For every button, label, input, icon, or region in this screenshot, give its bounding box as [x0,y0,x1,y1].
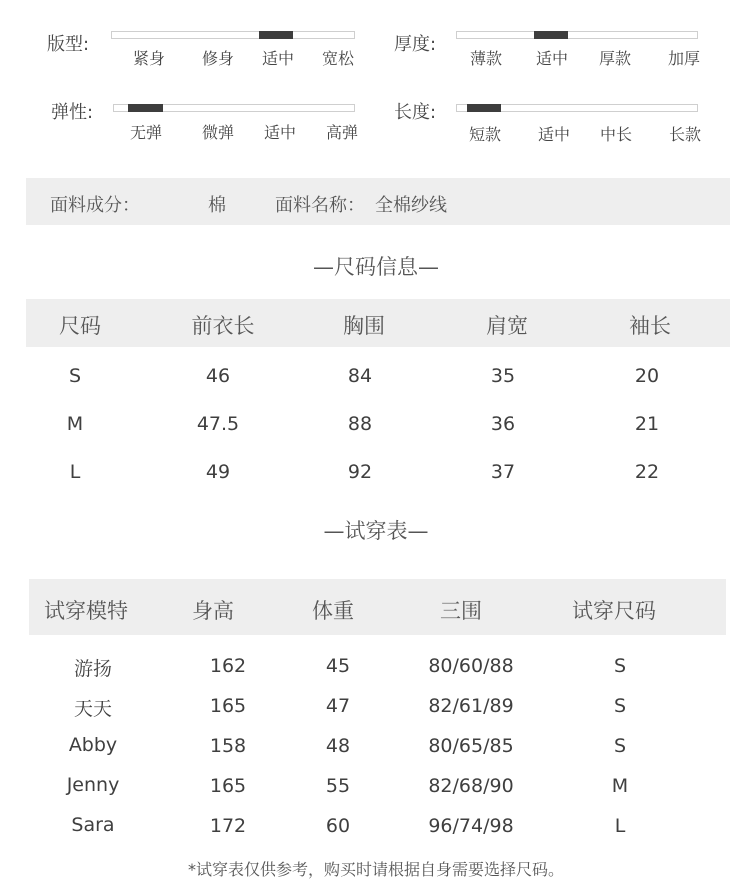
tryon-table-cell: 80/60/88 [428,655,514,677]
tryon-table-cell: 82/61/89 [428,695,514,717]
scale-option: 适中 [261,49,295,68]
scale-option: 高弹 [325,123,359,142]
scale-option: 紧身 [132,49,166,68]
size-table-cell: 88 [347,413,373,435]
size-table-cell: 21 [634,413,660,435]
scale-option: 加厚 [667,49,701,68]
size-table-header-cell: 尺码 [59,314,101,338]
scale-marker [534,31,568,39]
tryon-table-cell: 55 [325,775,351,797]
size-table-cell: M [66,413,84,435]
scale-label: 长度: [394,102,437,123]
scale-track [456,31,698,39]
scale-fit [0,0,376,90]
size-section-title: —尺码信息— [313,255,439,279]
tryon-table-cell: 48 [325,735,351,757]
tryon-table-cell: Jenny [66,774,120,796]
size-table-header-cell: 肩宽 [486,314,528,338]
tryon-section-title: —试穿表— [323,519,429,543]
scale-thickness [376,0,752,90]
fabric-info-bar [26,178,730,225]
scale-option: 薄款 [469,49,503,68]
scale-label: 弹性: [51,102,94,123]
scale-option: 微弹 [201,123,235,142]
size-table-cell: 35 [490,365,516,387]
tryon-table-cell: S [613,655,627,677]
tryon-table-cell: 80/65/85 [428,735,514,757]
scale-option: 无弹 [129,123,163,142]
tryon-table-cell: 游扬 [73,658,113,680]
size-table-cell: 46 [205,365,231,387]
tryon-table-cell: 158 [209,735,247,757]
size-table-header-cell: 胸围 [343,314,385,338]
scale-marker [259,31,293,39]
tryon-table-cell: 165 [209,775,247,797]
tryon-table-header-cell: 身高 [192,599,234,623]
tryon-table-cell: 172 [209,815,247,837]
size-table-cell: 37 [490,461,516,483]
scale-option: 适中 [263,123,297,142]
footnote: *试穿表仅供参考，购买时请根据自身需要选择尺码。 [187,860,564,879]
scale-label: 厚度: [394,34,437,55]
scale-track [113,104,355,112]
tryon-table-cell: 165 [209,695,247,717]
tryon-table-cell: 96/74/98 [428,815,514,837]
scale-option: 适中 [535,49,569,68]
fabric-name-value: 全棉纱线 [375,195,447,216]
tryon-table-cell: Abby [68,734,118,756]
scale-option: 宽松 [321,49,355,68]
tryon-table-cell: S [613,735,627,757]
tryon-table-cell: Sara [71,814,115,836]
scale-option: 适中 [537,125,571,144]
tryon-table-cell: 82/68/90 [428,775,514,797]
size-table-cell: 84 [347,365,373,387]
scale-track [111,31,355,39]
scale-track [456,104,698,112]
scale-marker [128,104,163,112]
size-table-cell: 36 [490,413,516,435]
tryon-table-cell: 47 [325,695,351,717]
tryon-table-cell: 天天 [73,698,113,720]
tryon-table-cell: S [613,695,627,717]
scale-option: 修身 [201,49,235,68]
size-table-cell: 49 [205,461,231,483]
size-table-cell: 47.5 [196,413,240,435]
tryon-table-cell: 162 [209,655,247,677]
fabric-composition-label: 面料成分： [50,195,140,216]
scale-length [376,90,752,160]
tryon-table-header-cell: 三围 [440,599,482,623]
scale-option: 厚款 [598,49,632,68]
size-table-cell: 92 [347,461,373,483]
size-table-cell: 20 [634,365,660,387]
fabric-composition-value: 棉 [208,195,226,216]
tryon-table-cell: L [614,815,626,837]
tryon-table-cell: 60 [325,815,351,837]
size-table-header-cell: 前衣长 [191,314,255,338]
tryon-table-cell: M [611,775,629,797]
scale-option: 中长 [599,125,633,144]
size-table-cell: S [68,365,82,387]
tryon-table-header-cell: 试穿尺码 [572,599,656,623]
fabric-name-label: 面料名称： [275,195,365,216]
tryon-table-header-cell: 体重 [312,599,354,623]
scale-elasticity [0,90,376,160]
scale-marker [467,104,501,112]
size-table-cell: L [69,461,81,483]
scale-label: 版型: [47,34,90,55]
scale-option: 短款 [468,125,502,144]
size-table-cell: 22 [634,461,660,483]
scale-option: 长款 [668,125,702,144]
size-table-header-cell: 袖长 [629,314,671,338]
tryon-table-header-cell: 试穿模特 [44,599,128,623]
tryon-table-cell: 45 [325,655,351,677]
